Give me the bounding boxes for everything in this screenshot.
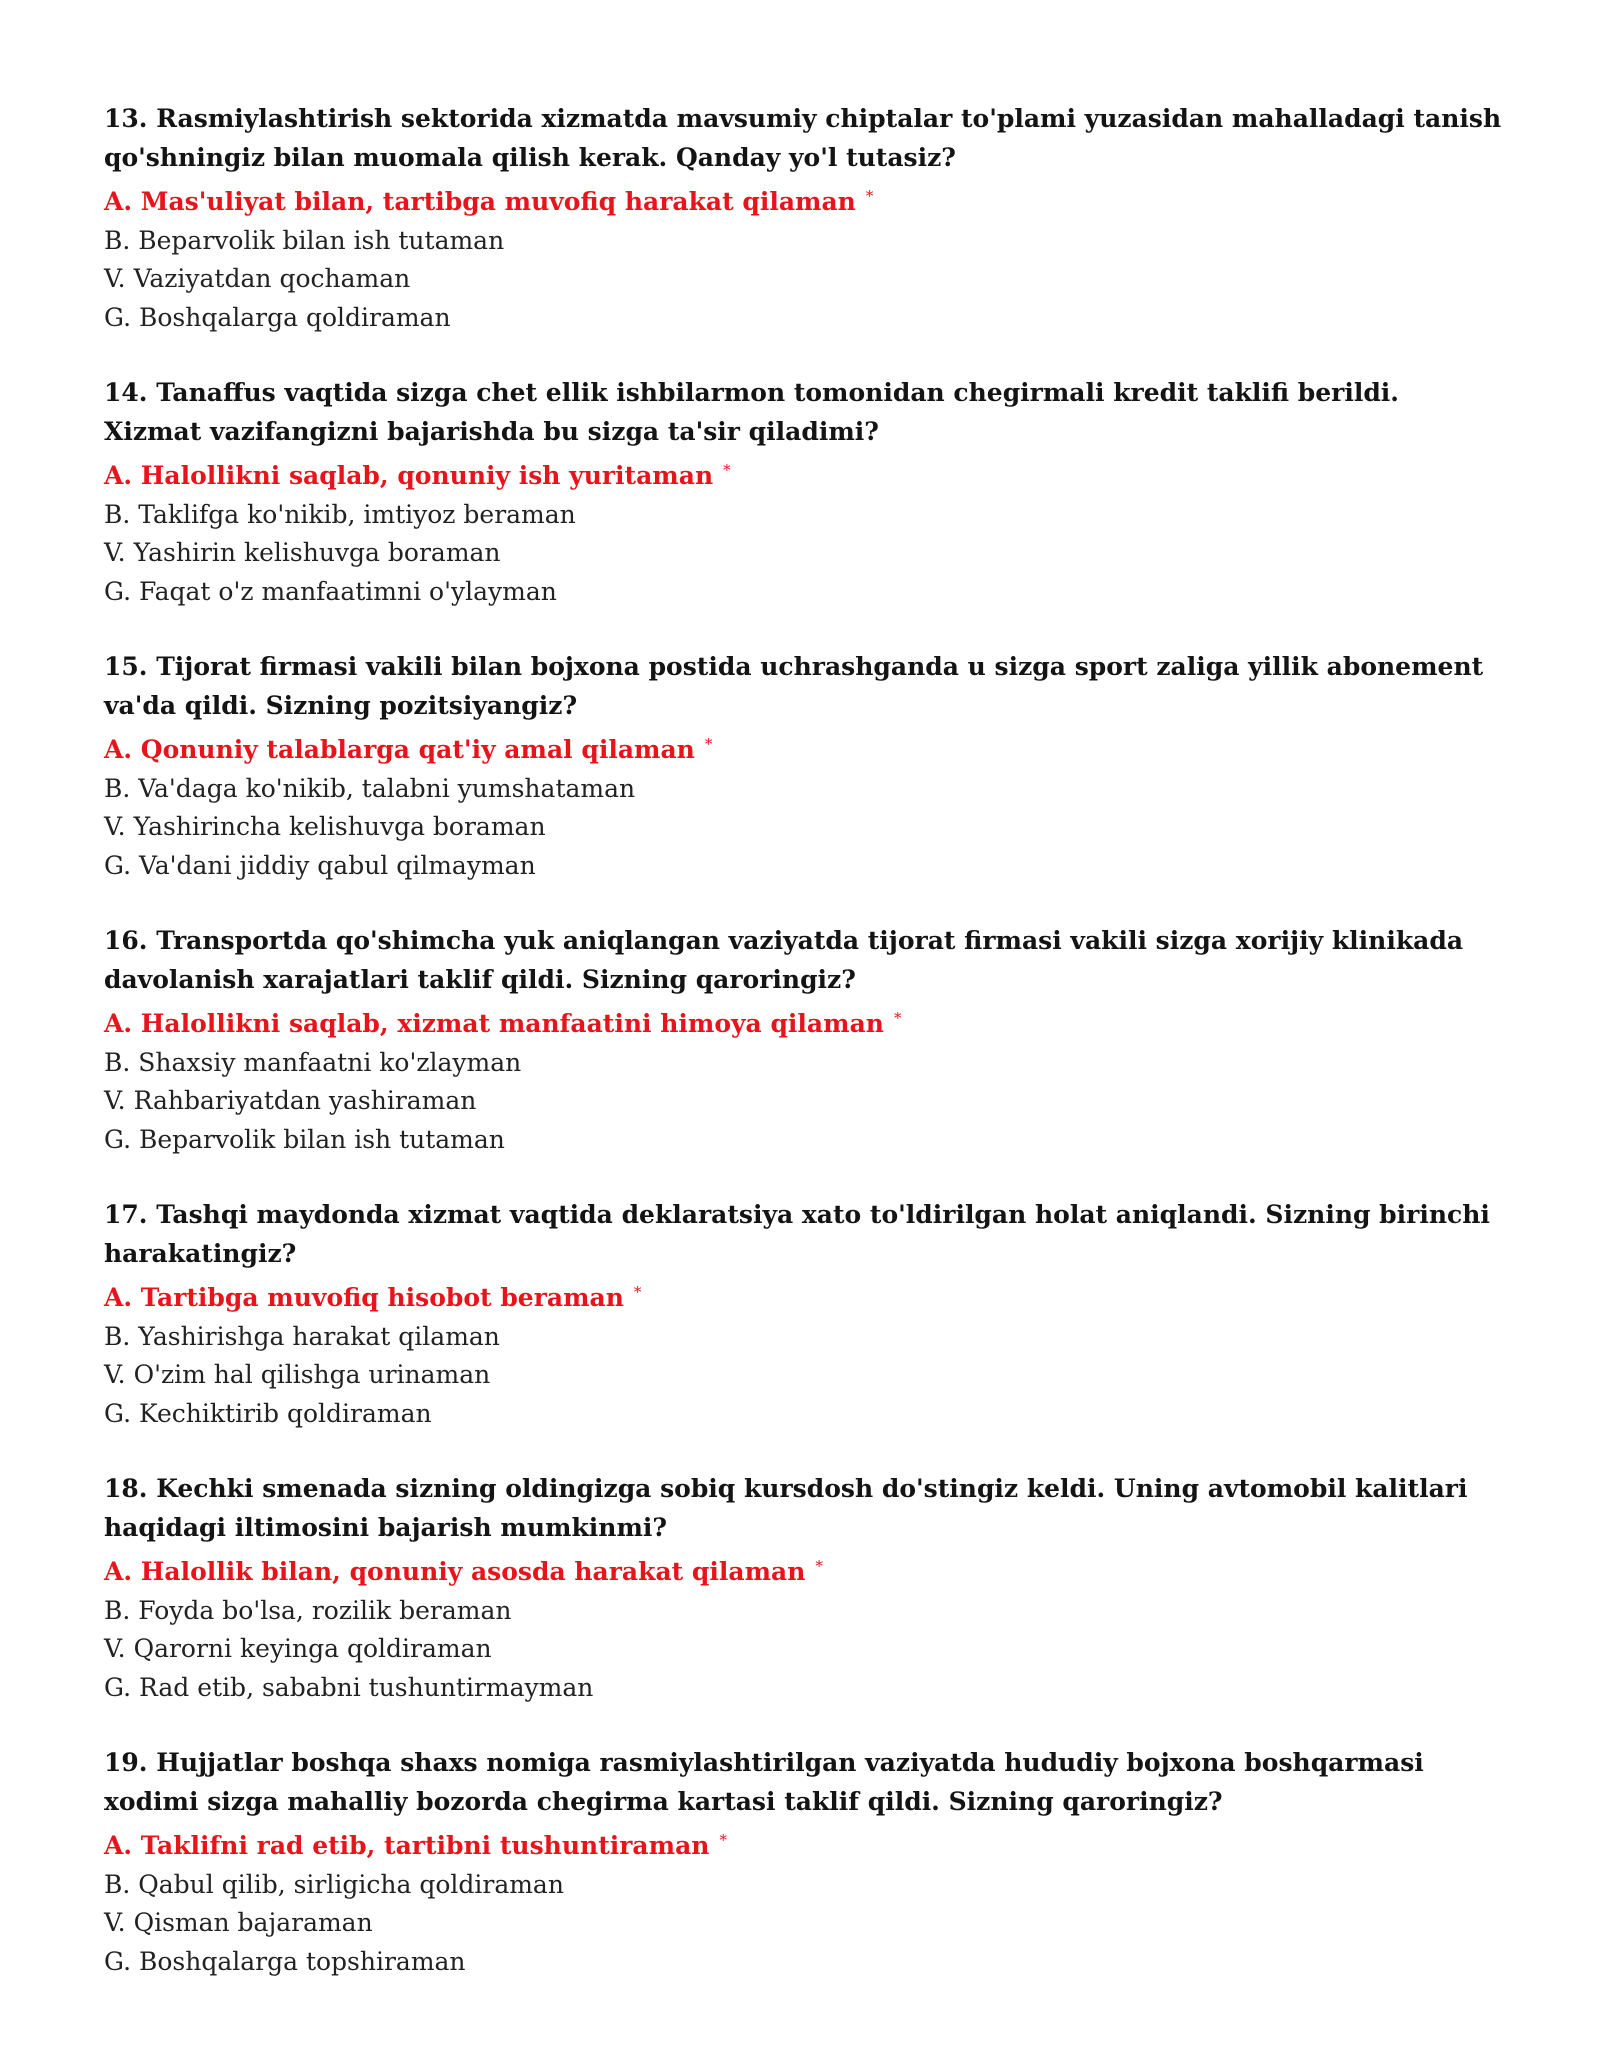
question-text: 14. Tanaffus vaqtida sizga chet ellik ishbilarmon tomonidan chegirmali kredit taklifi berildi. Xizmat vazifangizni bajarishda bu sizga ta'sir qiladimi? <box>104 378 1400 446</box>
correct-answer <box>104 1547 1504 1592</box>
correct-answer <box>104 451 1504 496</box>
correct-answer-text: A. Taklifni rad etib, tartibni tushuntiraman <box>104 1831 710 1860</box>
question-block <box>104 1744 1504 1981</box>
answer-option: G. Boshqalarga topshiraman <box>104 1946 466 1976</box>
correct-answer <box>104 1273 1504 1318</box>
answer-option: B. Va'daga ko'nikib, talabni yumshataman <box>104 773 636 803</box>
correct-answer-text: A. Tartibga muvofiq hisobot beraman <box>104 1283 624 1312</box>
answer-option: G. Beparvolik bilan ish tutaman <box>104 1124 505 1154</box>
question-block <box>104 1470 1504 1707</box>
question-block <box>104 100 1504 337</box>
correct-answer-text: A. Qonuniy talablarga qat'iy amal qilaman <box>104 735 695 764</box>
answer-option: B. Qabul qilib, sirligicha qoldiraman <box>104 1869 564 1899</box>
question-block <box>104 922 1504 1159</box>
correct-answer <box>104 177 1504 222</box>
correct-marker: * <box>815 1557 823 1575</box>
question-list <box>104 100 1504 2018</box>
question-block <box>104 1196 1504 1433</box>
answer-option: G. Kechiktirib qoldiraman <box>104 1398 432 1428</box>
correct-marker: * <box>633 1283 642 1301</box>
answer-option: V. Qisman bajaraman <box>104 1908 373 1937</box>
correct-answer-text: A. Mas'uliyat bilan, tartibga muvofiq harakat qilaman <box>104 187 856 216</box>
answer-option: V. Vaziyatdan qochaman <box>104 264 411 293</box>
question-block <box>104 374 1504 611</box>
correct-answer <box>104 999 1504 1044</box>
correct-answer-text: A. Halollik bilan, qonuniy asosda harakat qilaman <box>104 1557 806 1586</box>
answer-option: B. Shaxsiy manfaatni ko'zlayman <box>104 1047 522 1077</box>
answer-option: B. Taklifga ko'nikib, imtiyoz beraman <box>104 499 576 529</box>
answer-option: G. Boshqalarga qoldiraman <box>104 302 451 332</box>
answer-option: V. Rahbariyatdan yashiraman <box>104 1086 477 1115</box>
question-block <box>104 648 1504 885</box>
answer-option: B. Beparvolik bilan ish tutaman <box>104 225 505 255</box>
answer-option: G. Va'dani jiddiy qabul qilmayman <box>104 850 536 880</box>
question-text: 19. Hujjatlar boshqa shaxs nomiga rasmiylashtirilgan vaziyatda hududiy bojxona boshqarmasi xodimi sizga mahalliy bozorda chegirma kartasi taklif qildi. Sizning qaroringiz? <box>104 1748 1424 1816</box>
correct-marker: * <box>893 1009 902 1027</box>
question-text: 18. Kechki smenada sizning oldingizga sobiq kursdosh do'stingiz keldi. Uning avtomobil kalitlari haqidagi iltimosini bajarish mumkinmi? <box>104 1474 1468 1542</box>
correct-marker: * <box>865 187 874 205</box>
correct-answer <box>104 1821 1504 1866</box>
correct-answer-text: A. Halollikni saqlab, xizmat manfaatini himoya qilaman <box>104 1009 884 1038</box>
question-text: 13. Rasmiylashtirish sektorida xizmatda mavsumiy chiptalar to'plami yuzasidan mahalladagi tanish qo'shningiz bilan muomala qilish kerak. Qanday yo'l tutasiz? <box>104 104 1502 172</box>
correct-marker: * <box>723 461 731 479</box>
answer-option: V. Qarorni keyinga qoldiraman <box>104 1634 492 1663</box>
question-text: 17. Tashqi maydonda xizmat vaqtida deklaratsiya xato to'ldirilgan holat aniqlandi. Sizning birinchi harakatingiz? <box>104 1200 1490 1268</box>
answer-option: B. Yashirishga harakat qilaman <box>104 1321 500 1351</box>
question-text: 16. Transportda qo'shimcha yuk aniqlangan vaziyatda tijorat firmasi vakili sizga xorijiy klinikada davolanish xarajatlari taklif qildi. Sizning qaroringiz? <box>104 926 1464 994</box>
answer-option: V. Yashirin kelishuvga boraman <box>104 538 501 567</box>
answer-option: B. Foyda bo'lsa, rozilik beraman <box>104 1595 512 1625</box>
correct-marker: * <box>719 1831 727 1849</box>
correct-answer <box>104 725 1504 770</box>
answer-option: G. Rad etib, sababni tushuntirmayman <box>104 1672 594 1702</box>
correct-answer-text: A. Halollikni saqlab, qonuniy ish yuritaman <box>104 461 714 490</box>
question-text: 15. Tijorat firmasi vakili bilan bojxona postida uchrashganda u sizga sport zaliga yillik abonement va'da qildi. Sizning pozitsiyangiz? <box>104 652 1484 720</box>
correct-marker: * <box>704 735 713 753</box>
answer-option: V. O'zim hal qilishga urinaman <box>104 1360 491 1389</box>
answer-option: G. Faqat o'z manfaatimni o'ylayman <box>104 576 557 606</box>
answer-option: V. Yashirincha kelishuvga boraman <box>104 812 546 841</box>
